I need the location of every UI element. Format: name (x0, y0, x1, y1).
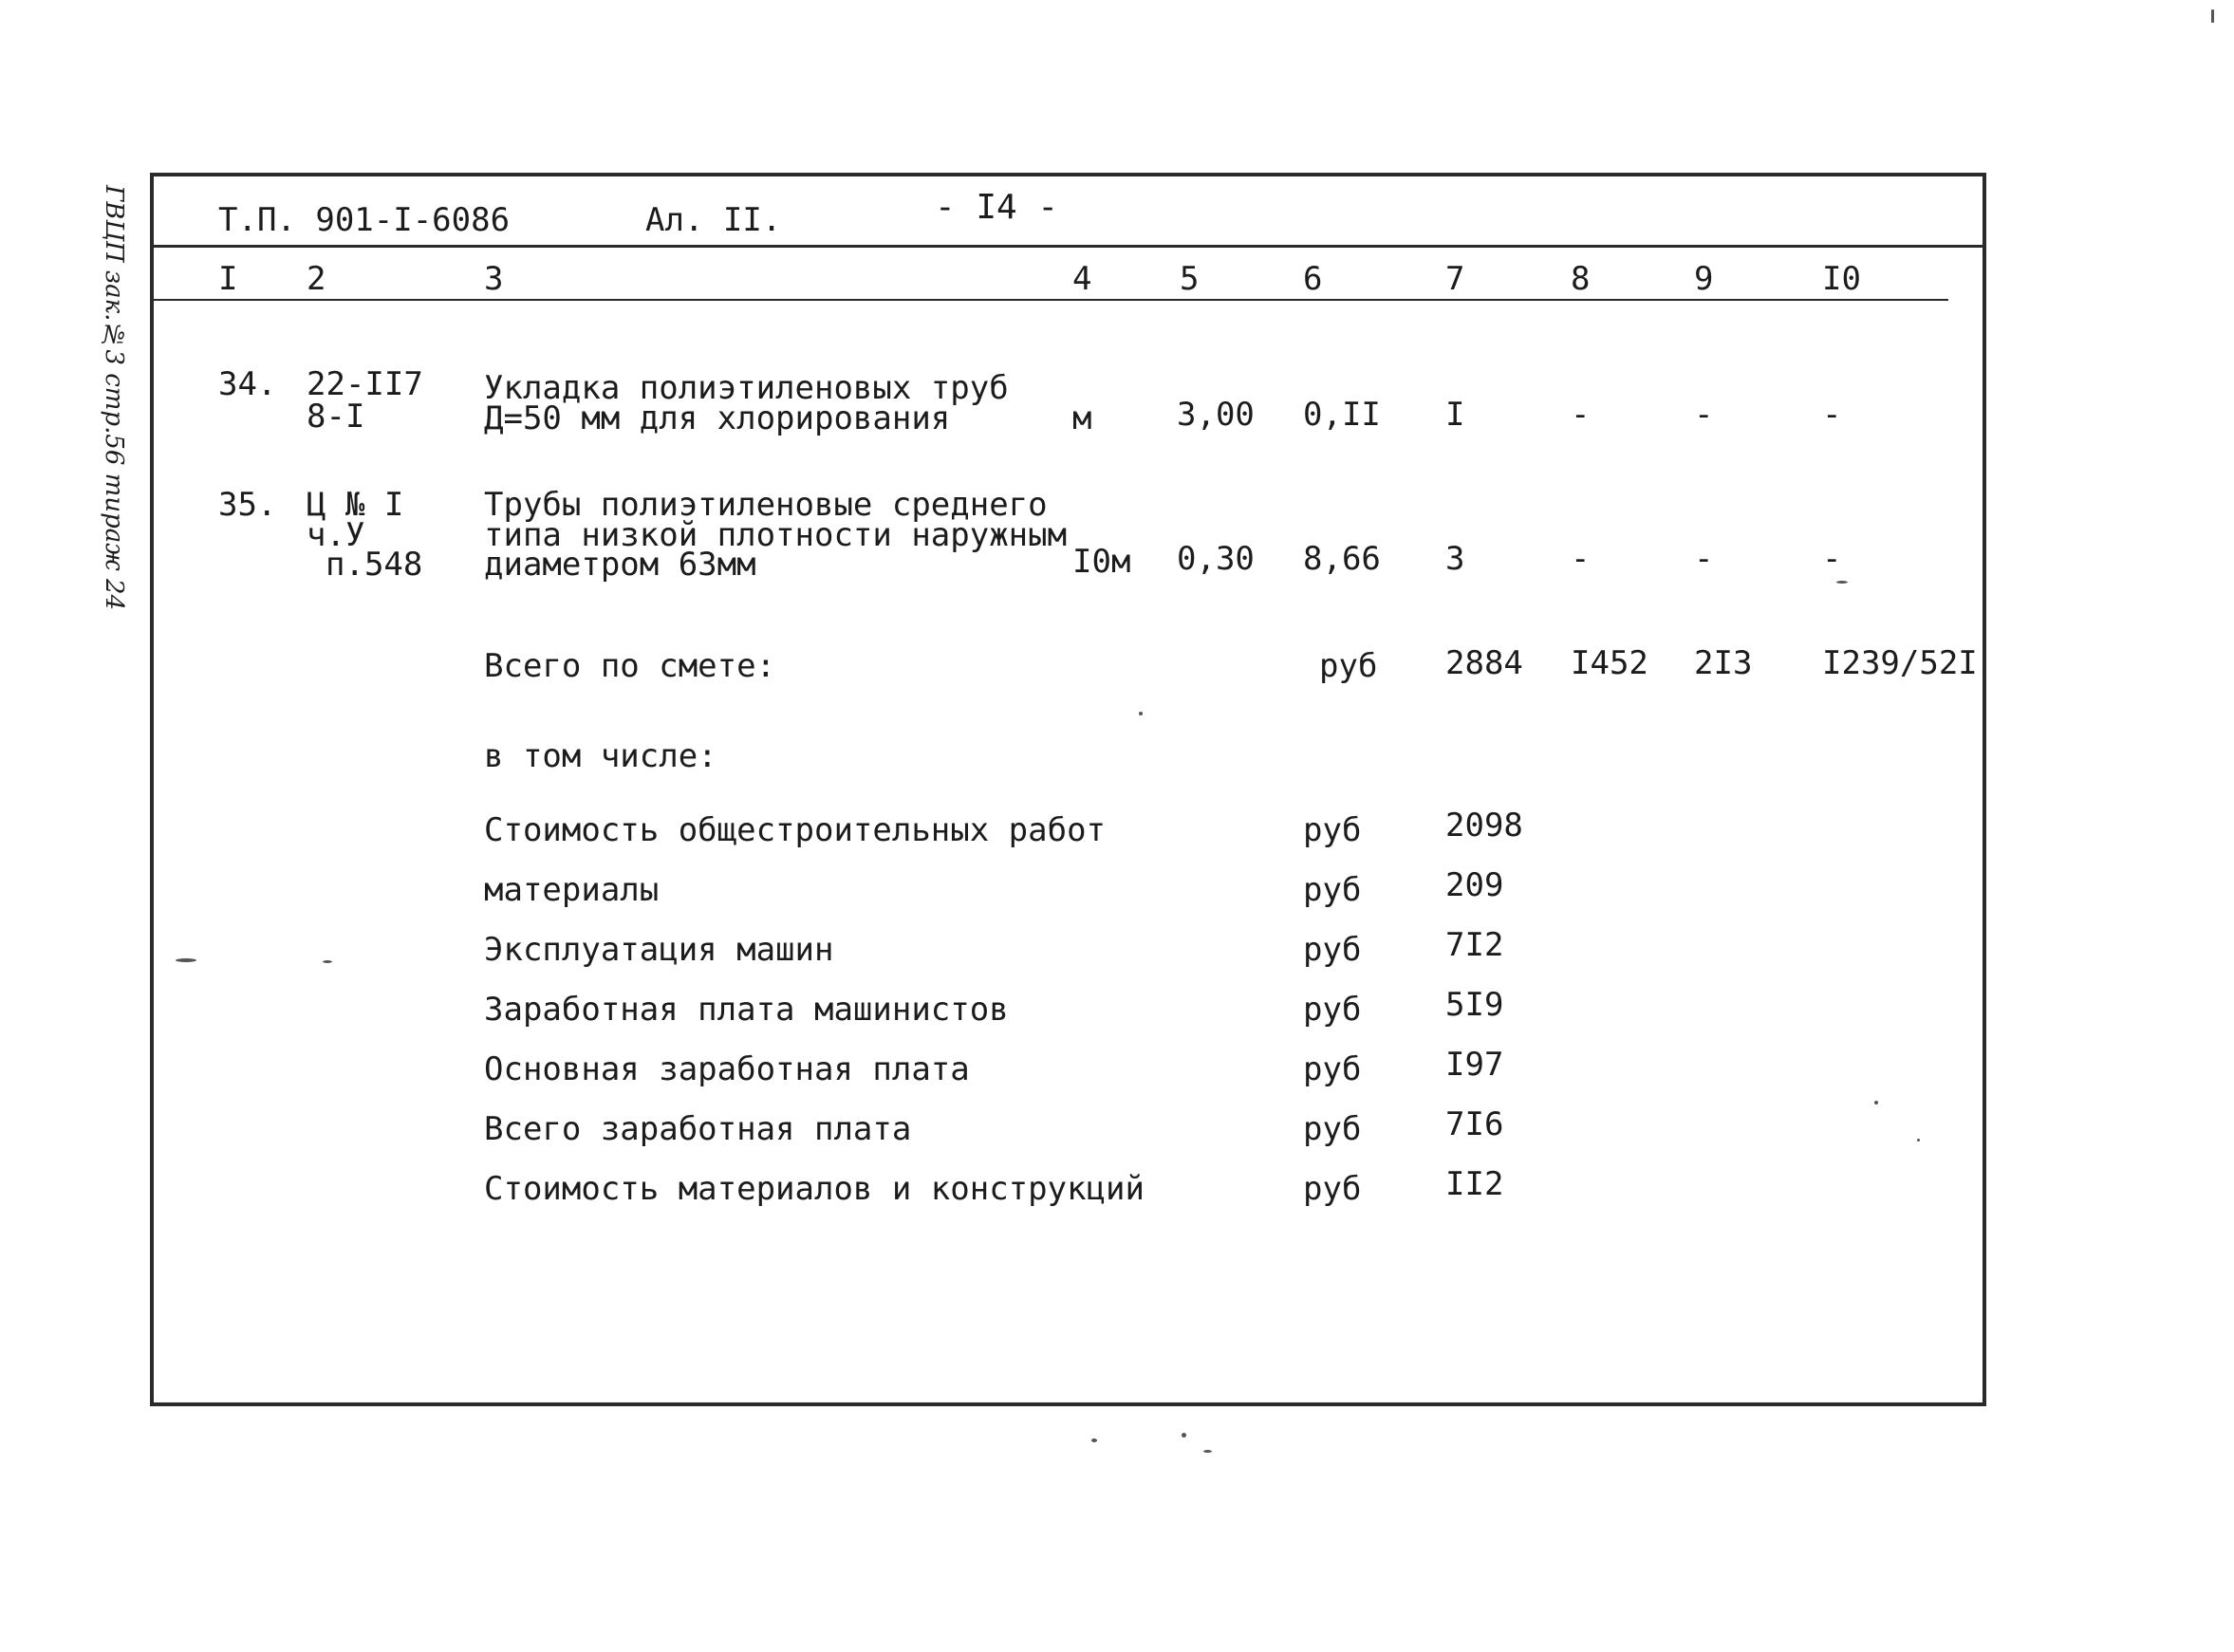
breakdown-label: Стоимость общестроительных работ (484, 811, 1107, 849)
row-col-10: - (1822, 396, 1842, 434)
breakdown-label: Стоимость материалов и конструкций (484, 1170, 1145, 1208)
col-4-header: 4 (1072, 260, 1092, 298)
row-total: 3 (1445, 540, 1465, 578)
breakdown-label: материалы (484, 871, 660, 909)
total-col-8: I452 (1571, 644, 1648, 682)
row-code-line: п.548 (326, 546, 423, 584)
breakdown-unit: руб (1303, 931, 1362, 969)
scan-mark (1139, 712, 1143, 715)
doc-reference: Т.П. 901-I-6086 (218, 201, 511, 239)
breakdown-label: Всего заработная плата (484, 1110, 912, 1148)
row-code-line: ч.У (307, 516, 365, 554)
scan-mark (1091, 1439, 1097, 1442)
scan-mark (2211, 9, 2214, 23)
row-code-line: 8-I (307, 398, 365, 436)
row-unit: м (1072, 399, 1092, 437)
breakdown-value: 7I2 (1445, 926, 1504, 964)
scan-mark (1836, 581, 1848, 584)
scan-mark (323, 960, 332, 963)
scan-mark (1203, 1450, 1212, 1453)
header-divider (150, 245, 1986, 248)
breakdown-unit: руб (1303, 991, 1362, 1029)
row-col-8: - (1571, 396, 1591, 434)
row-quantity: 0,30 (1177, 540, 1255, 578)
breakdown-value: 5I9 (1445, 986, 1504, 1024)
album-number: Ал. II. (645, 201, 782, 239)
row-unit-price: 8,66 (1303, 540, 1381, 578)
row-total: I (1445, 396, 1465, 434)
page-number: - I4 - (935, 188, 1059, 227)
row-code-line: 22-II7 (307, 365, 423, 403)
breakdown-value: II2 (1445, 1165, 1504, 1203)
row-col-9: - (1694, 540, 1714, 578)
breakdown-label: Основная заработная плата (484, 1050, 970, 1088)
including-label: в том числе: (484, 737, 717, 775)
breakdown-value: I97 (1445, 1046, 1504, 1084)
total-label: Всего по смете: (484, 647, 776, 685)
breakdown-unit: руб (1303, 811, 1362, 849)
col-5-header: 5 (1180, 260, 1200, 298)
row-unit-price: 0,II (1303, 396, 1381, 434)
col-3-header: 3 (484, 260, 504, 298)
column-header-divider (150, 299, 1948, 301)
row-description-line: Д=50 мм для хлорирования (484, 399, 951, 437)
row-description-line: Укладка полиэтиленовых труб (484, 369, 1009, 407)
total-col-9: 2I3 (1694, 644, 1753, 682)
row-col-10: - (1822, 540, 1842, 578)
col-10-header: I0 (1822, 260, 1861, 298)
col-1-header: I (218, 260, 238, 298)
scan-mark (1182, 1433, 1186, 1438)
row-unit: I0м (1072, 543, 1131, 581)
total-col-10: I239/52I (1822, 644, 1978, 682)
row-description-line: Трубы полиэтиленовые среднего (484, 486, 1048, 524)
row-quantity: 3,00 (1177, 396, 1255, 434)
scan-mark (1917, 1139, 1920, 1142)
row-col-8: - (1571, 540, 1591, 578)
breakdown-value: 2098 (1445, 807, 1523, 845)
col-2-header: 2 (307, 260, 326, 298)
breakdown-unit: руб (1303, 1050, 1362, 1088)
breakdown-unit: руб (1303, 871, 1362, 909)
row-description-line: типа низкой плотности наружным (484, 516, 1068, 554)
breakdown-unit: руб (1303, 1170, 1362, 1208)
col-9-header: 9 (1694, 260, 1714, 298)
col-6-header: 6 (1303, 260, 1323, 298)
scan-mark (176, 958, 196, 962)
breakdown-label: Эксплуатация машин (484, 931, 834, 969)
breakdown-label: Заработная плата машинистов (484, 991, 1009, 1029)
row-description-line: диаметром 63мм (484, 546, 756, 584)
breakdown-value: 7I6 (1445, 1105, 1504, 1143)
breakdown-value: 209 (1445, 866, 1504, 904)
row-number: 34. (218, 365, 277, 403)
col-8-header: 8 (1571, 260, 1591, 298)
row-number: 35. (218, 486, 277, 524)
document-frame (150, 173, 1986, 1406)
breakdown-unit: руб (1303, 1110, 1362, 1148)
total-col-7: 2884 (1445, 644, 1523, 682)
scan-mark (1874, 1101, 1878, 1104)
margin-note: ГВЦП зак.№3 стр.56 тираж 24 (100, 185, 128, 611)
col-7-header: 7 (1445, 260, 1465, 298)
row-code-line: Ц № I (307, 486, 404, 524)
row-col-9: - (1694, 396, 1714, 434)
total-unit: руб (1319, 647, 1378, 685)
